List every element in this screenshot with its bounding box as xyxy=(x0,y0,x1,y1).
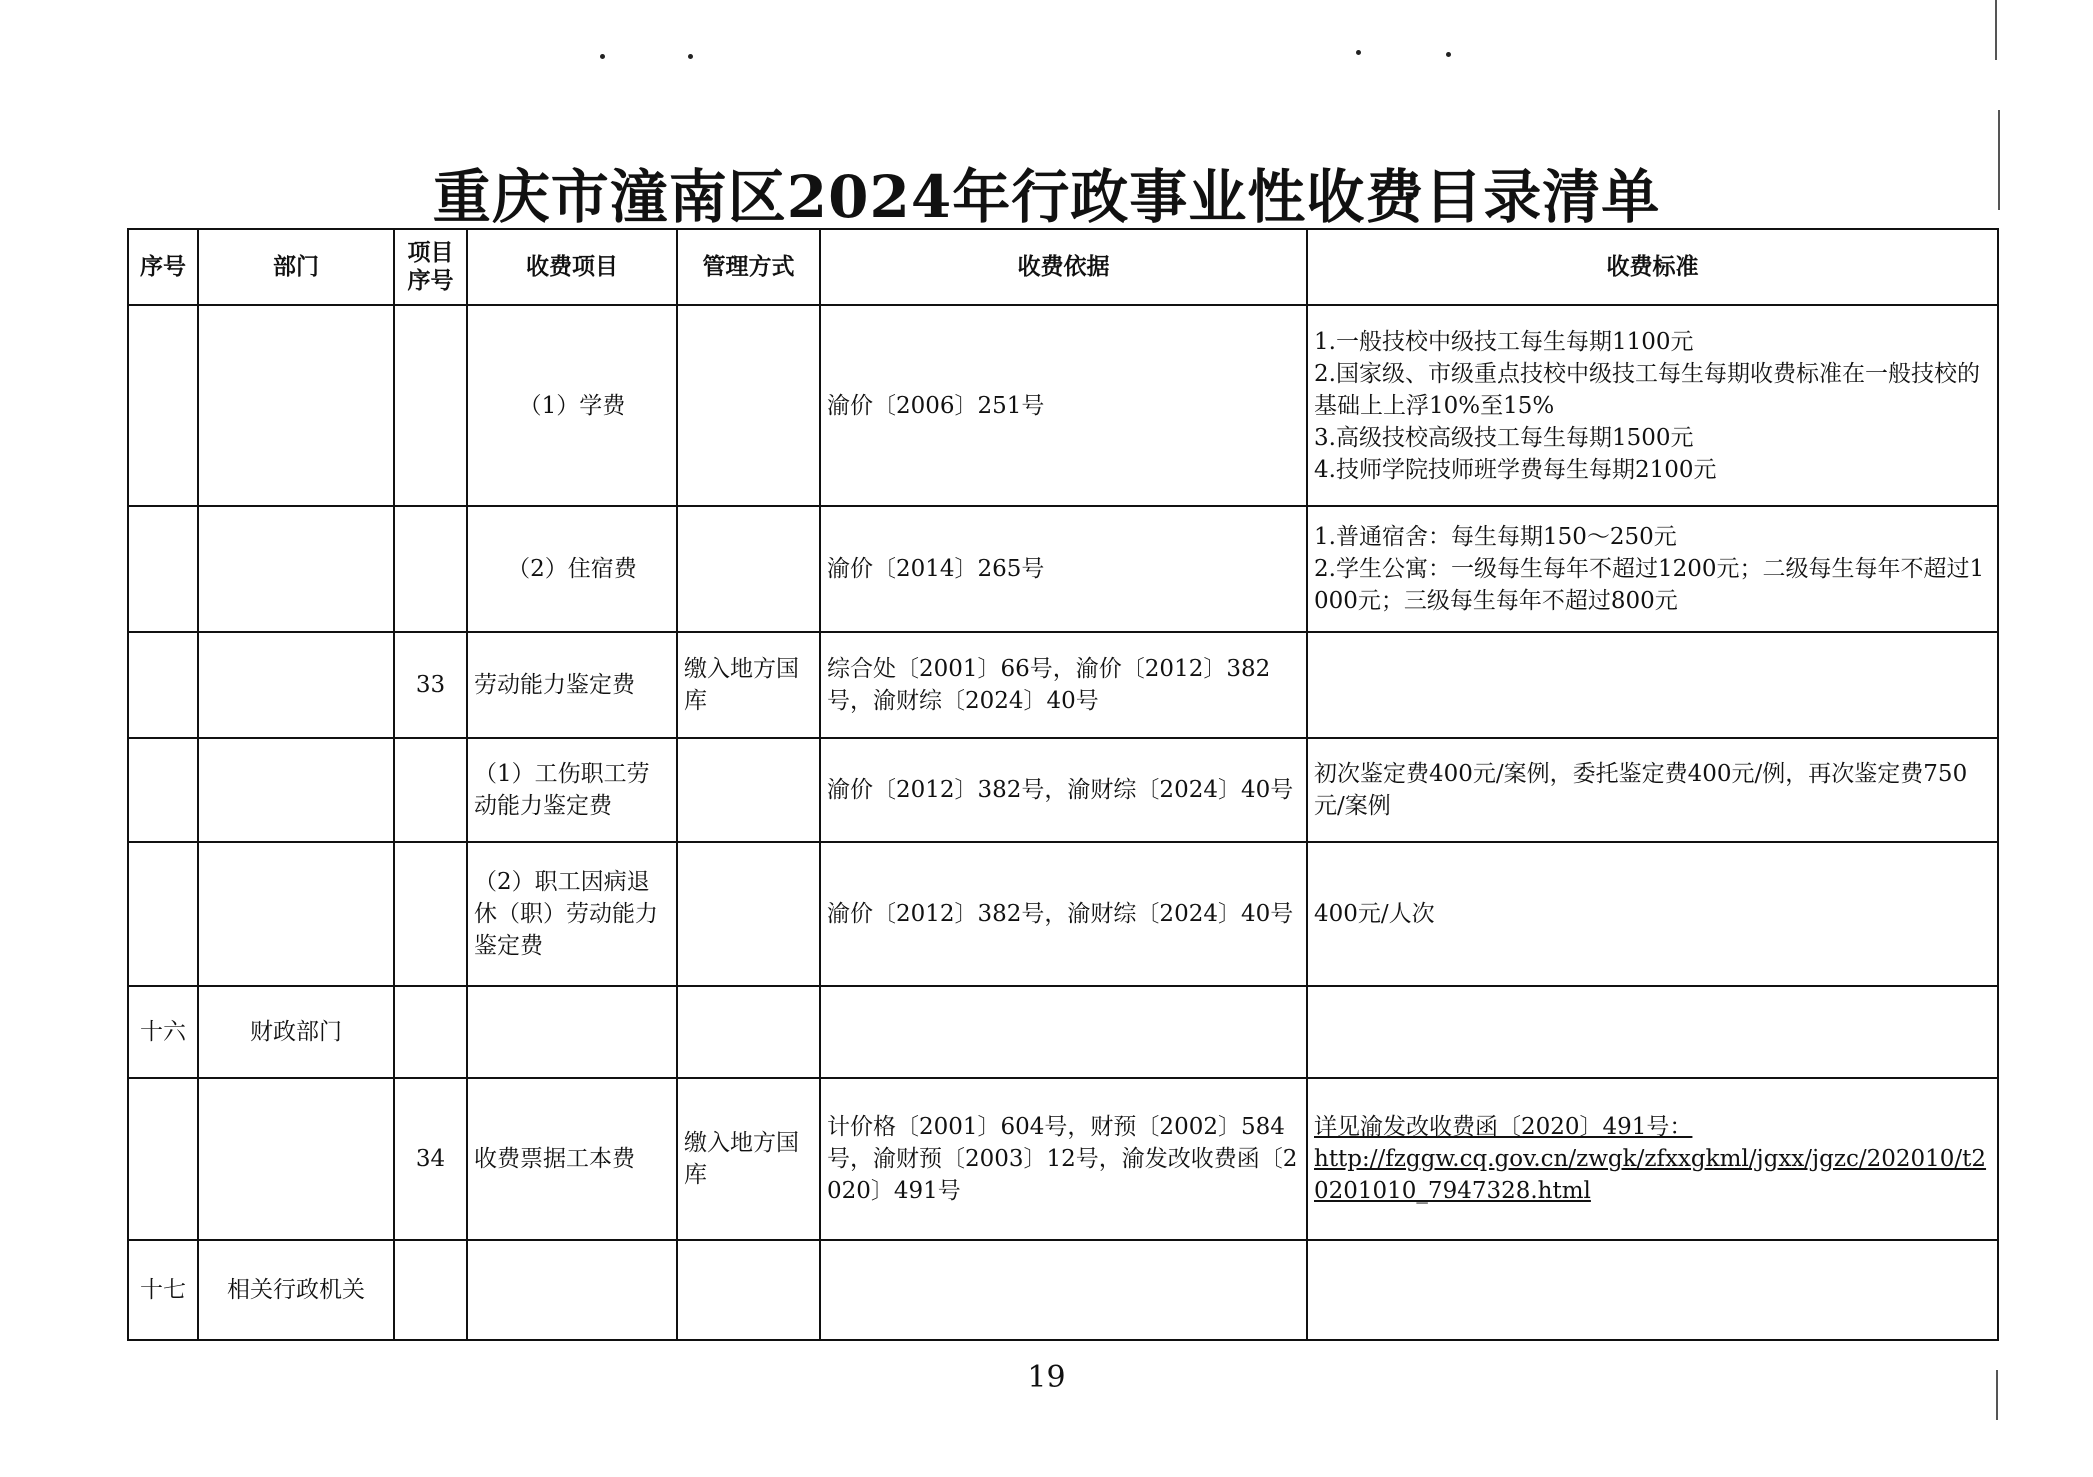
header-mgmt: 管理方式 xyxy=(677,229,820,305)
cell-item: 收费票据工本费 xyxy=(467,1078,677,1240)
cell-dept xyxy=(198,842,394,986)
header-item-no-line2: 序号 xyxy=(407,267,454,294)
table-row xyxy=(128,506,1998,632)
cell-dept xyxy=(198,632,394,738)
cell-item-no xyxy=(394,842,467,986)
header-basis: 收费依据 xyxy=(820,229,1307,305)
scan-speck xyxy=(600,54,605,59)
cell-basis: 渝价〔2006〕251号 xyxy=(820,305,1307,506)
cell-dept xyxy=(198,506,394,632)
header-seq: 序号 xyxy=(128,229,198,305)
scan-speck xyxy=(1446,52,1451,57)
standard-line: 3.高级技校高级技工每生每期1500元 xyxy=(1314,424,1694,451)
standard-line: 4.技师学院技师班学费每生每期2100元 xyxy=(1314,456,1717,483)
cell-mgmt xyxy=(677,305,820,506)
header-dept: 部门 xyxy=(198,229,394,305)
cell-seq: 十七 xyxy=(128,1240,198,1340)
cell-basis: 渝价〔2014〕265号 xyxy=(820,506,1307,632)
cell-dept xyxy=(198,738,394,842)
page-number: 19 xyxy=(1027,1360,1066,1395)
standard-line: 1.一般技校中级技工每生每期1100元 xyxy=(1314,328,1694,355)
header-item-no xyxy=(394,229,467,305)
cell-mgmt: 缴入地方国库 xyxy=(677,1078,820,1240)
cell-standard: 初次鉴定费400元/案例，委托鉴定费400元/例，再次鉴定费750元/案例 xyxy=(1307,738,1998,842)
cell-basis: 渝价〔2012〕382号，渝财综〔2024〕40号 xyxy=(820,738,1307,842)
cell-item: （1）工伤职工劳动能力鉴定费 xyxy=(467,738,677,842)
standard-line: 2.国家级、市级重点技校中级技工每生每期收费标准在一般技校的基础上上浮10%至15% xyxy=(1314,360,1980,419)
fee-table xyxy=(127,228,1999,1341)
table-row xyxy=(128,738,1998,842)
cell-item: （2）职工因病退休（职）劳动能力鉴定费 xyxy=(467,842,677,986)
cell-mgmt xyxy=(677,738,820,842)
cell-dept xyxy=(198,305,394,506)
cell-item: 劳动能力鉴定费 xyxy=(467,632,677,738)
cell-mgmt xyxy=(677,842,820,986)
cell-dept: 财政部门 xyxy=(198,986,394,1078)
standard-url-link[interactable]: http://fzggw.cq.gov.cn/zwgk/zfxxgkml/jgxx/jgzc/202010/t20201010_7947328.html xyxy=(1314,1146,1987,1204)
cell-basis: 渝价〔2012〕382号，渝财综〔2024〕40号 xyxy=(820,842,1307,986)
scan-speck xyxy=(1356,50,1361,55)
cell-standard xyxy=(1307,1078,1998,1240)
cell-item-no xyxy=(394,738,467,842)
header-item-no-line1: 项目 xyxy=(407,239,454,266)
cell-item xyxy=(467,1240,677,1340)
cell-basis xyxy=(820,1240,1307,1340)
cell-item-no xyxy=(394,1240,467,1340)
cell-item: （1）学费 xyxy=(467,305,677,506)
cell-item xyxy=(467,986,677,1078)
table-row xyxy=(128,632,1998,738)
cell-standard xyxy=(1307,986,1998,1078)
cell-seq xyxy=(128,842,198,986)
cell-mgmt xyxy=(677,986,820,1078)
cell-item-no: 33 xyxy=(394,632,467,738)
table-row xyxy=(128,1078,1998,1240)
table-row xyxy=(128,986,1998,1078)
cell-mgmt xyxy=(677,506,820,632)
standard-line: 1.普通宿舍：每生每期150～250元 xyxy=(1314,524,1677,550)
cell-item-no xyxy=(394,305,467,506)
table-header-row xyxy=(128,229,1998,305)
cell-seq xyxy=(128,1078,198,1240)
cell-seq: 十六 xyxy=(128,986,198,1078)
cell-item-no xyxy=(394,986,467,1078)
cell-item-no xyxy=(394,506,467,632)
cell-mgmt xyxy=(677,1240,820,1340)
cell-standard xyxy=(1307,506,1998,632)
header-item: 收费项目 xyxy=(467,229,677,305)
cell-seq xyxy=(128,305,198,506)
cell-seq xyxy=(128,506,198,632)
scan-edge-mark xyxy=(1995,0,1997,60)
cell-mgmt: 缴入地方国库 xyxy=(677,632,820,738)
cell-seq xyxy=(128,738,198,842)
cell-standard xyxy=(1307,305,1998,506)
cell-basis xyxy=(820,986,1307,1078)
cell-dept: 相关行政机关 xyxy=(198,1240,394,1340)
cell-basis: 计价格〔2001〕604号，财预〔2002〕584号，渝财预〔2003〕12号，渝发改收费函〔2020〕491号 xyxy=(820,1078,1307,1240)
cell-standard xyxy=(1307,1240,1998,1340)
cell-standard xyxy=(1307,632,1998,738)
table-row xyxy=(128,305,1998,506)
cell-basis: 综合处〔2001〕66号，渝价〔2012〕382号，渝财综〔2024〕40号 xyxy=(820,632,1307,738)
table-row xyxy=(128,842,1998,986)
standard-line: 2.学生公寓：一级每生每年不超过1200元；二级每生每年不超过1000元；三级每生每年不超过800元 xyxy=(1314,556,1985,614)
header-standard: 收费标准 xyxy=(1307,229,1998,305)
cell-standard: 400元/人次 xyxy=(1307,842,1998,986)
scan-edge-mark xyxy=(1996,1370,1998,1420)
scan-speck xyxy=(688,54,693,59)
document-title: 重庆市潼南区2024年行政事业性收费目录清单 xyxy=(432,163,1661,231)
cell-seq xyxy=(128,632,198,738)
cell-dept xyxy=(198,1078,394,1240)
cell-item-no: 34 xyxy=(394,1078,467,1240)
scan-edge-mark xyxy=(1998,110,2000,210)
table-row xyxy=(128,1240,1998,1340)
cell-item: （2）住宿费 xyxy=(467,506,677,632)
standard-line: 详见渝发改收费函〔2020〕491号： xyxy=(1314,1114,1693,1140)
